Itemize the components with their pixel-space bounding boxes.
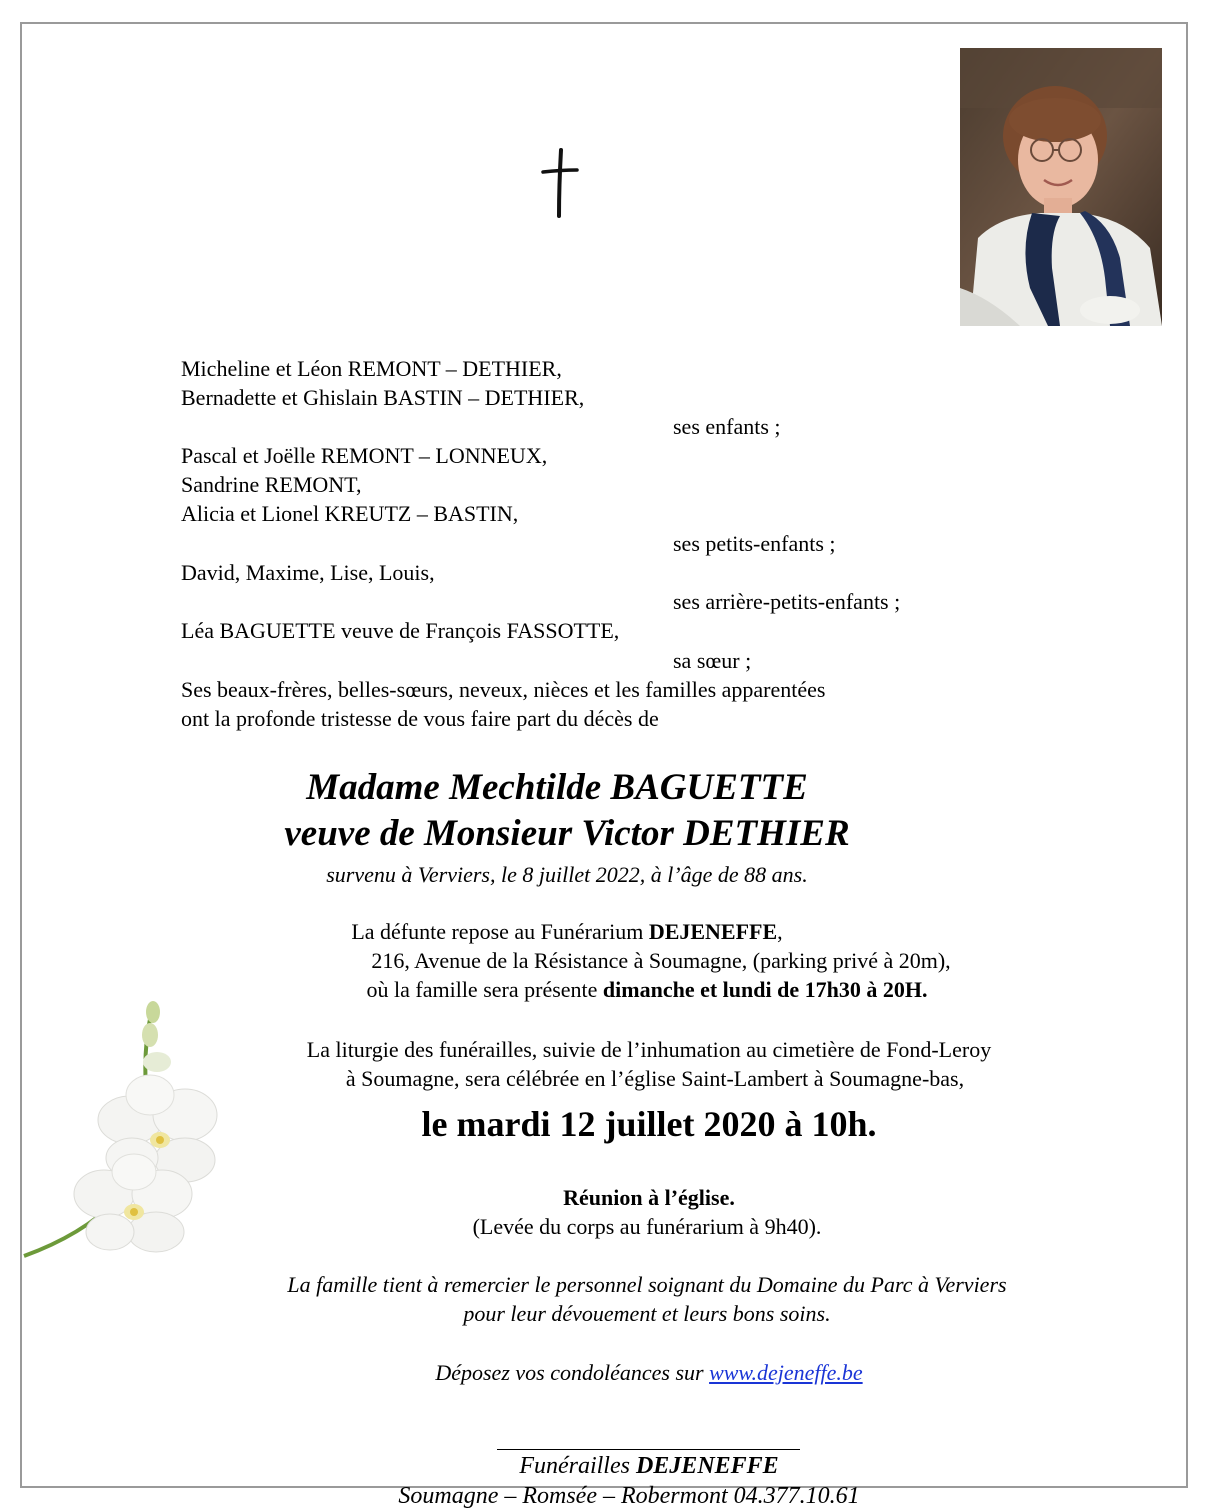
sister-label: sa sœur ; [673, 648, 752, 673]
children-label: ses enfants ; [673, 414, 781, 439]
great-grandchildren-label: ses arrière-petits-enfants ; [673, 589, 901, 614]
footer-funeral-home: Funérailles DEJENEFFE [519, 1453, 779, 1479]
meeting-place: Réunion à l’église. [563, 1185, 735, 1210]
footer-contact: Soumagne – Romsée – Robermont 04.377.10.61 [398, 1483, 860, 1509]
grandchild-2: Sandrine REMONT, [181, 472, 362, 497]
ceremony-line-2: à Soumagne, sera célébrée en l’église Saint-Lambert à Soumagne-bas, [345, 1066, 965, 1091]
grandchild-3: Alicia et Lionel KREUTZ – BASTIN, [181, 501, 519, 526]
ceremony-line-1: La liturgie des funérailles, suivie de l’inhumation au cimetière de Fond-Leroy [306, 1037, 992, 1062]
visitation-line-1: La défunte repose au Funérarium DEJENEFFE, [351, 919, 783, 944]
sister: Léa BAGUETTE veuve de François FASSOTTE, [181, 618, 620, 643]
thanks-line-2: pour leur dévouement et leurs bons soins. [463, 1301, 831, 1326]
condolences-line: Déposez vos condoléances sur www.dejeneffe.be [435, 1360, 863, 1385]
levee-du-corps: (Levée du corps au funérarium à 9h40). [472, 1214, 822, 1239]
others-line-2: ont la profonde tristesse de vous faire part du décès de [181, 706, 659, 731]
child-1: Micheline et Léon REMONT – DETHIER, [181, 356, 562, 381]
thanks-line-1: La famille tient à remercier le personnel soignant du Domaine du Parc à Verviers [287, 1272, 1007, 1297]
portrait-photo [960, 48, 1162, 326]
condolences-link[interactable]: www.dejeneffe.be [709, 1360, 863, 1385]
cross-icon [540, 148, 580, 218]
funeral-date: le mardi 12 juillet 2020 à 10h. [421, 1104, 877, 1144]
deceased-name: Madame Mechtilde BAGUETTE [306, 767, 808, 808]
signature-rule [497, 1449, 800, 1450]
grandchildren-label: ses petits-enfants ; [673, 531, 836, 556]
others-line-1: Ses beaux-frères, belles-sœurs, neveux, nièces et les familles apparentées [181, 677, 826, 702]
visitation-address: 216, Avenue de la Résistance à Soumagne, (parking privé à 20m), [371, 948, 951, 973]
deceased-spouse: veuve de Monsieur Victor DETHIER [284, 813, 850, 854]
visitation-hours: où la famille sera présente dimanche et lundi de 17h30 à 20H. [366, 977, 928, 1002]
great-grandchildren: David, Maxime, Lise, Louis, [181, 560, 435, 585]
grandchild-1: Pascal et Joëlle REMONT – LONNEUX, [181, 443, 548, 468]
child-2: Bernadette et Ghislain BASTIN – DETHIER, [181, 385, 585, 410]
death-info: survenu à Verviers, le 8 juillet 2022, à l’âge de 88 ans. [326, 862, 808, 887]
